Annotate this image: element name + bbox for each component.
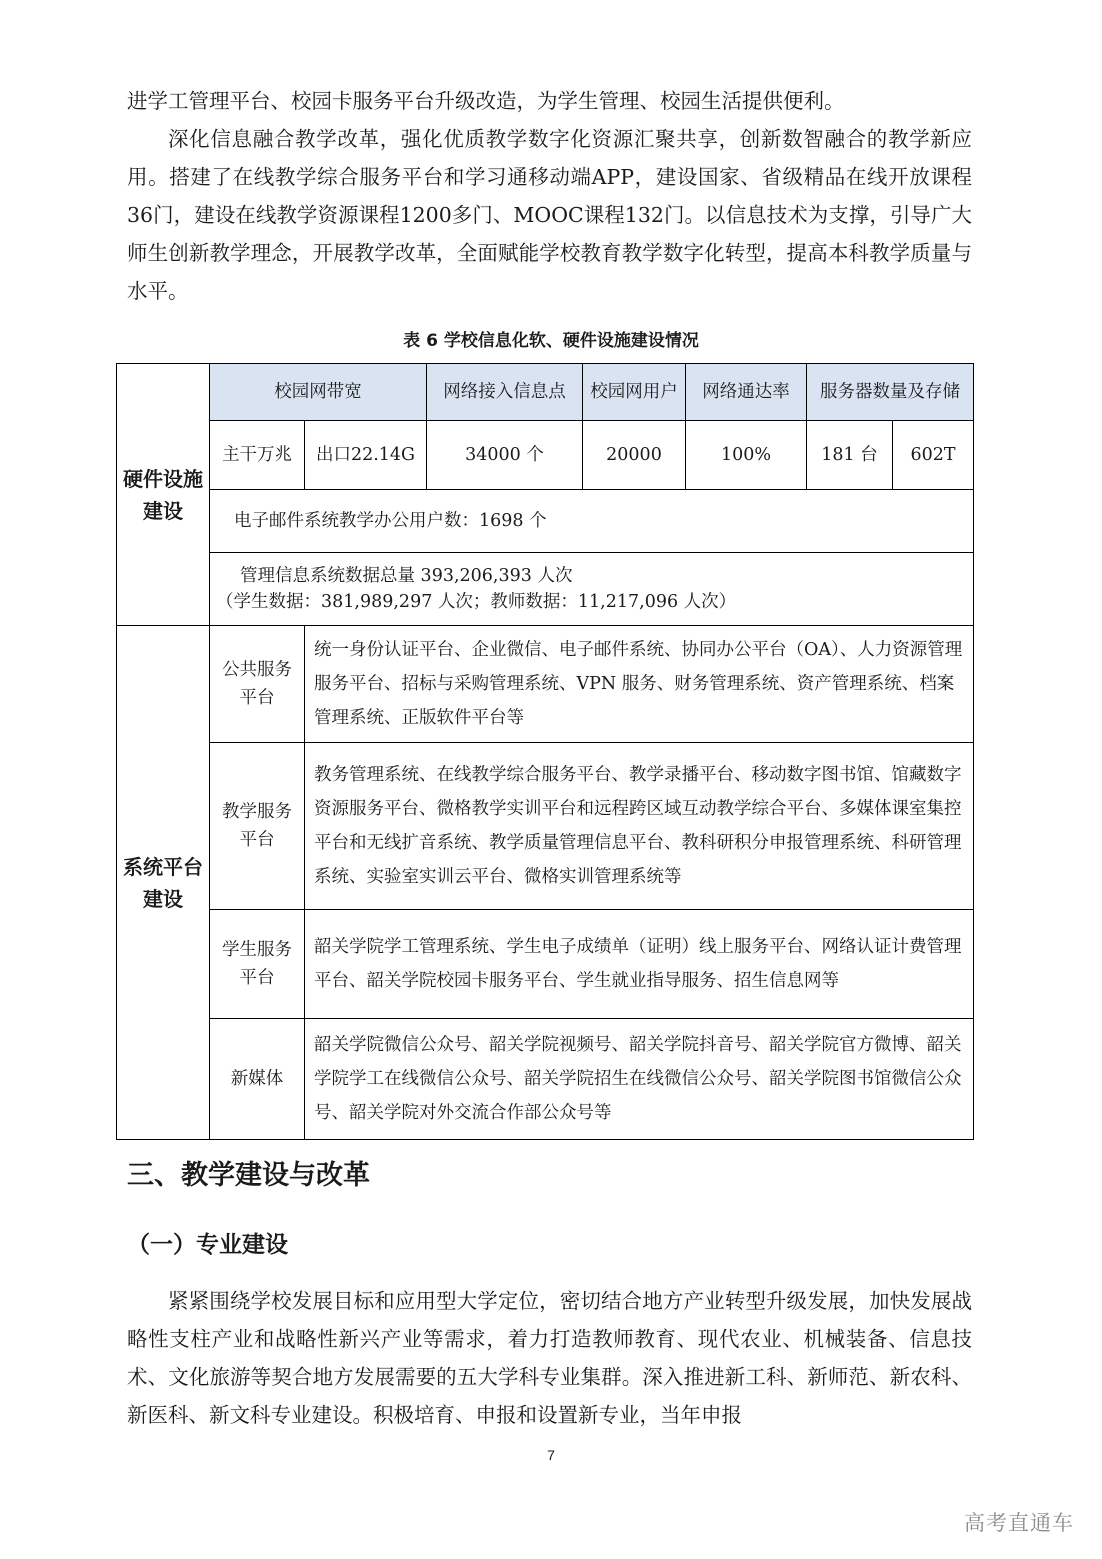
value-backbone: 主干万兆	[210, 421, 305, 490]
platform-label-teaching: 教学服务平台	[210, 743, 305, 910]
header-access-points: 网络接入信息点	[427, 364, 583, 421]
header-reach-rate: 网络通达率	[686, 364, 807, 421]
mis-detail: （学生数据：381,989,297 人次；教师数据：11,217,096 人次）	[216, 592, 737, 612]
value-users: 20000	[583, 421, 686, 490]
value-reach-rate: 100%	[686, 421, 807, 490]
platform-content-student: 韶关学院学工管理系统、学生电子成绩单（证明）线上服务平台、网络认证计费管理平台、韶关学院校园卡服务平台、学生就业指导服务、招生信息网等	[305, 910, 974, 1019]
header-servers-storage: 服务器数量及存储	[807, 364, 974, 421]
platform-label-public: 公共服务平台	[210, 626, 305, 743]
header-bandwidth: 校园网带宽	[210, 364, 427, 421]
paragraph-intro-continued: 进学工管理平台、校园卡服务平台升级改造，为学生管理、校园生活提供便利。	[127, 89, 845, 113]
platform-content-public: 统一身份认证平台、企业微信、电子邮件系统、协同办公平台（OA）、人力资源管理服务平台、招标与采购管理系统、VPN 服务、财务管理系统、资产管理系统、档案管理系统、正版软件平台等	[305, 626, 974, 743]
hardware-section-label: 硬件设施建设	[117, 364, 210, 626]
mis-total: 管理信息系统数据总量 393,206,393 人次	[240, 566, 573, 586]
it-infrastructure-table	[116, 363, 974, 1140]
email-users-row: 电子邮件系统教学办公用户数：1698 个	[210, 490, 974, 553]
platform-label-new-media: 新媒体	[210, 1019, 305, 1140]
header-users: 校园网用户	[583, 364, 686, 421]
value-exit-bandwidth: 出口22.14G	[305, 421, 427, 490]
value-storage: 602T	[893, 421, 974, 490]
value-access-points: 34000 个	[427, 421, 583, 490]
watermark: 高考直通车	[964, 1511, 1074, 1535]
value-server-count: 181 台	[807, 421, 893, 490]
page-number: 7	[547, 1447, 555, 1463]
platform-label-student: 学生服务平台	[210, 910, 305, 1019]
platform-section-label: 系统平台建设	[117, 626, 210, 1140]
platform-content-teaching: 教务管理系统、在线教学综合服务平台、教学录播平台、移动数字图书馆、馆藏数字资源服务平台、微格教学实训平台和远程跨区域互动教学综合平台、多媒体课室集控平台和无线扩音系统、教学质量管理信息平台、教科研积分申报管理系统、科研管理系统、实验室实训云平台、微格实训管理系统等	[305, 743, 974, 910]
mis-data-row	[210, 553, 974, 626]
subsection-heading: （一）专业建设	[127, 1232, 288, 1258]
paragraph-major-construction: 紧紧围绕学校发展目标和应用型大学定位，密切结合地方产业转型升级发展，加快发展战略性支柱产业和战略性新兴产业等需求，着力打造教师教育、现代农业、机械装备、信息技术、文化旅游等契合地方发展需要的五大学科专业集群。深入推进新工科、新师范、新农科、新医科、新文科专业建设。积极培育、申报和设置新专业，当年申报	[127, 1289, 972, 1427]
paragraph-teaching-reform: 深化信息融合教学改革，强化优质教学数字化资源汇聚共享，创新数智融合的教学新应用。搭建了在线教学综合服务平台和学习通移动端APP，建设国家、省级精品在线开放课程36门，建设在线教学资源课程1200多门、MOOC课程132门。以信息技术为支撑，引导广大师生创新教学理念，开展教学改革，全面赋能学校教育教学数字化转型，提高本科教学质量与水平。	[127, 127, 972, 303]
platform-content-new-media: 韶关学院微信公众号、韶关学院视频号、韶关学院抖音号、韶关学院官方微博、韶关学院学工在线微信公众号、韶关学院招生在线微信公众号、韶关学院图书馆微信公众号、韶关学院对外交流合作部公众号等	[305, 1019, 974, 1140]
section-heading: 三、教学建设与改革	[127, 1160, 370, 1191]
table-caption: 表 6 学校信息化软、硬件设施建设情况	[403, 331, 699, 351]
